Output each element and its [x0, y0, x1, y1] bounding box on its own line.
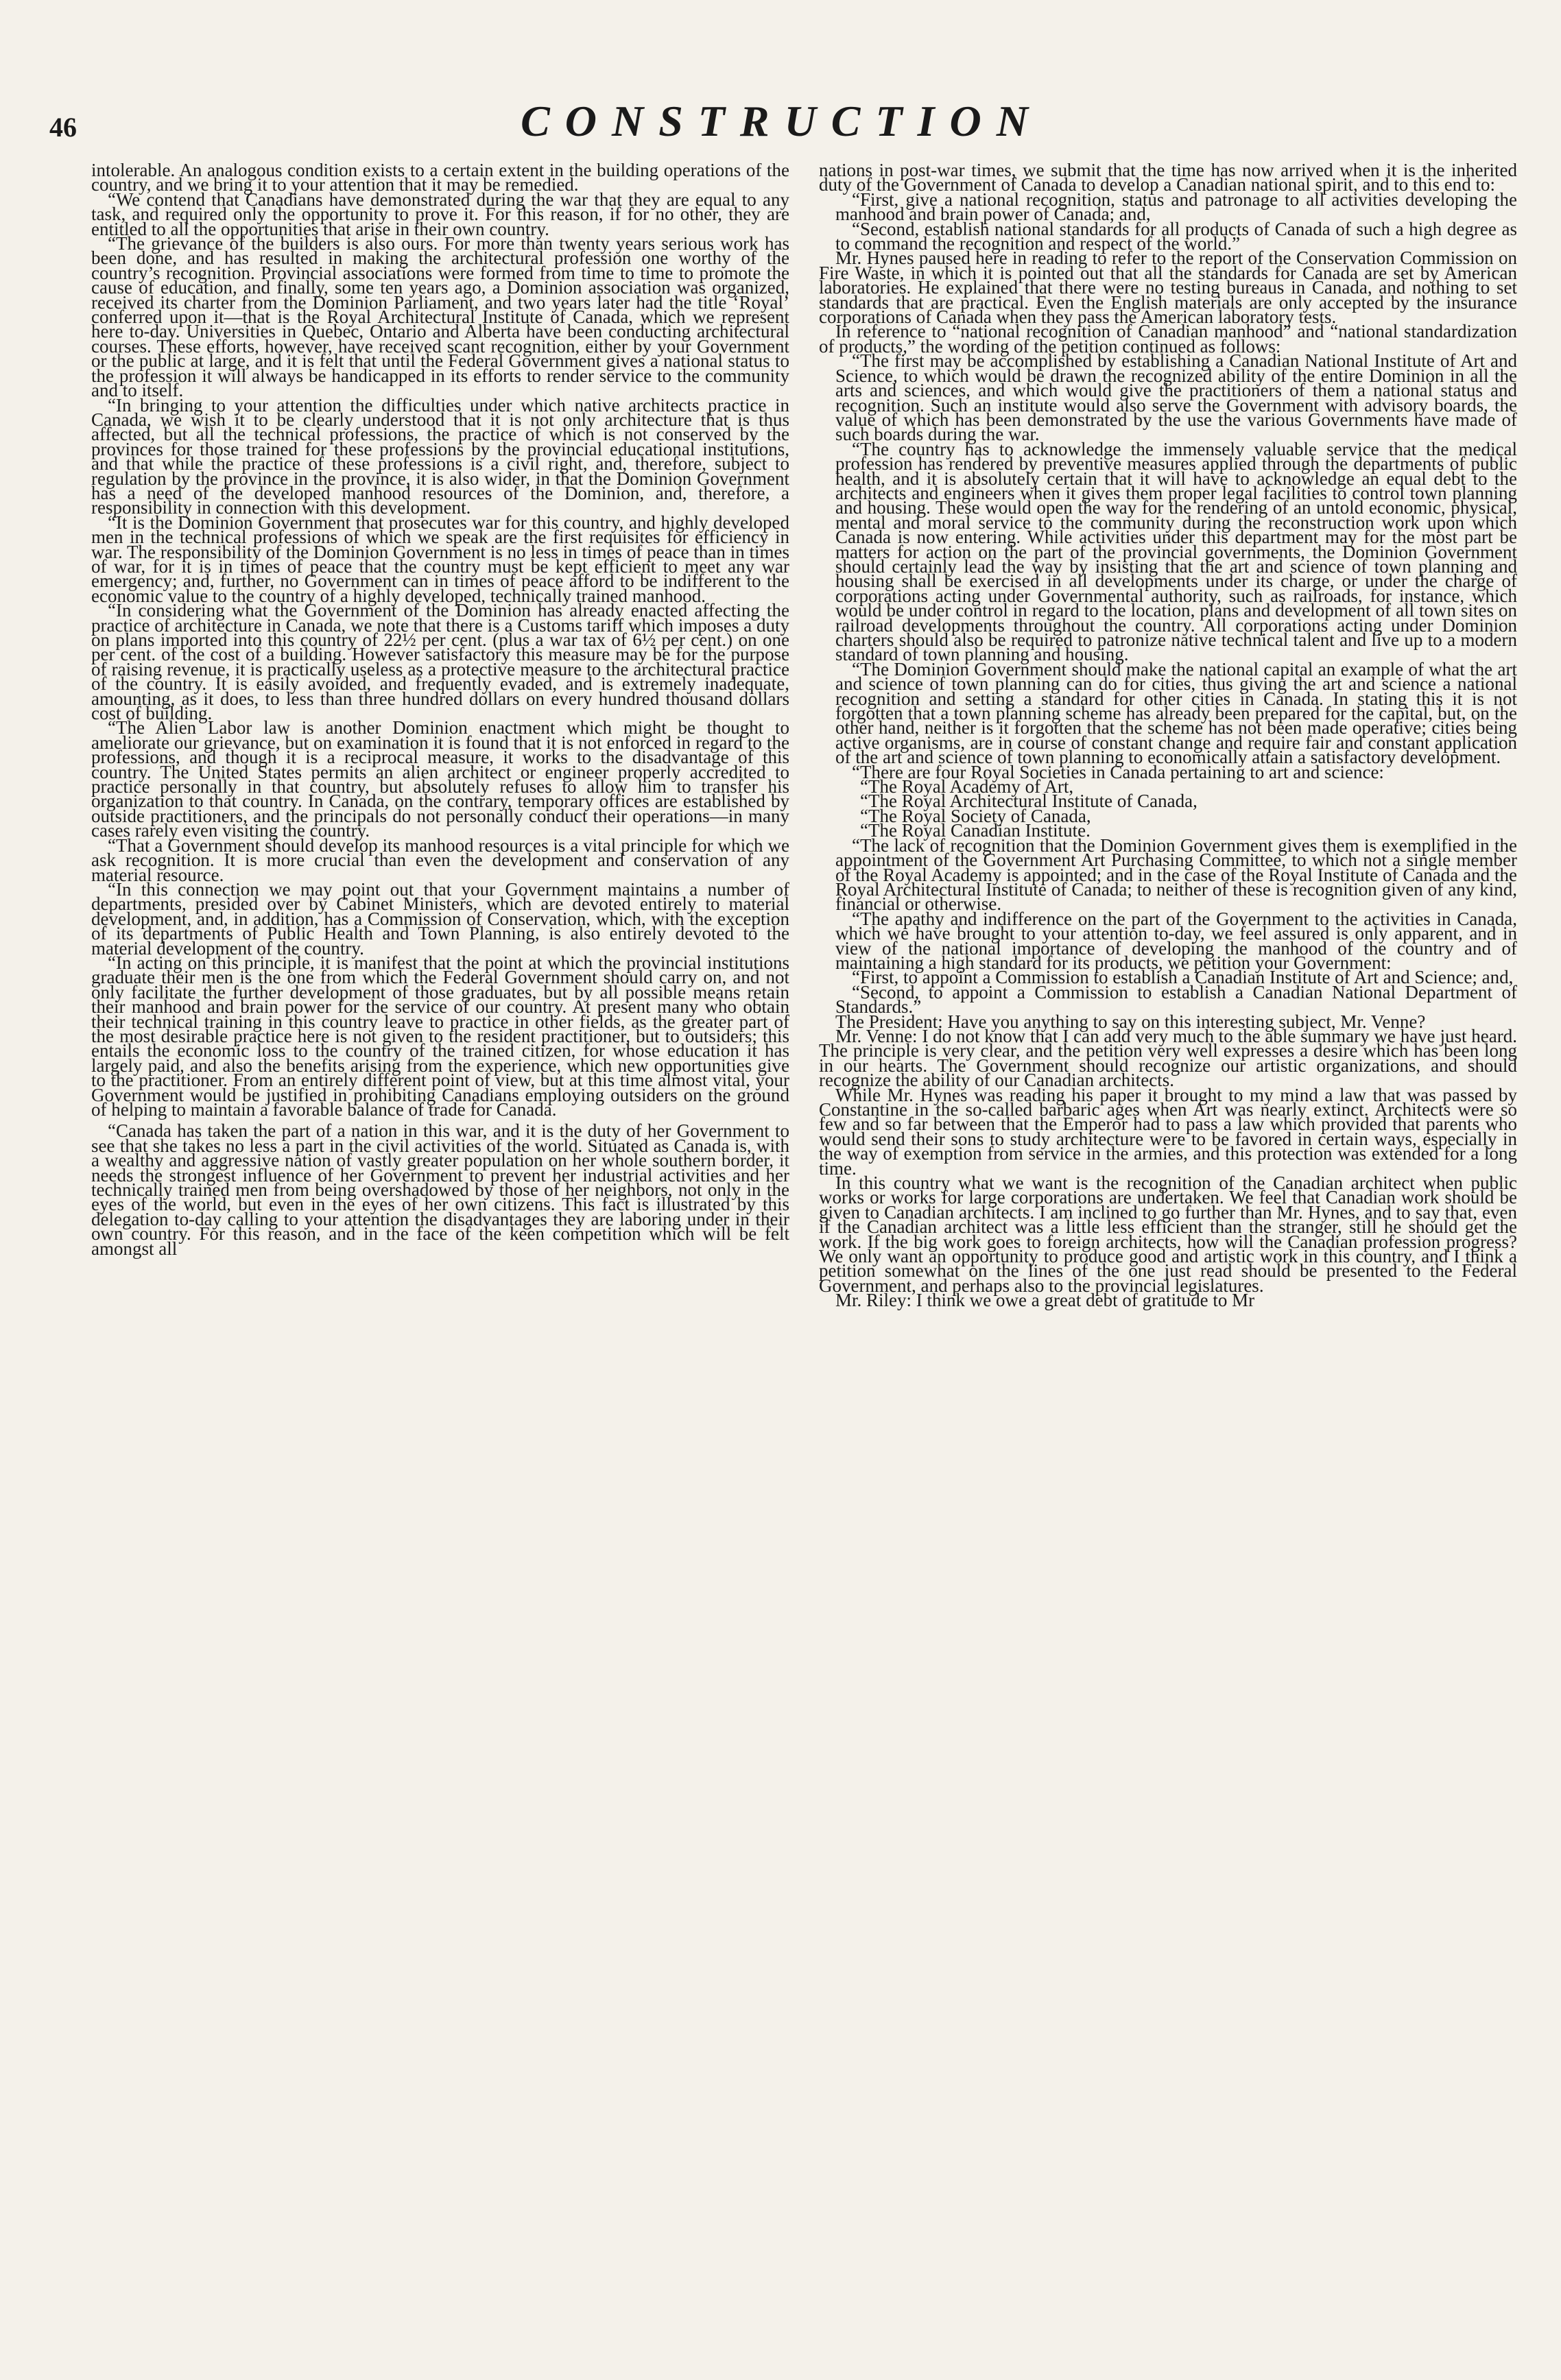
petition-paragraph: “The apathy and indifference on the part of the Government to the activities in Canada, which we have brought to your attention to-day, we feel assured is only apparent, and in view of the national importance of developing the manhood of the country and of maintaining a high standard for its products, we petition your Government:	[835, 908, 1517, 973]
petition-point: “First, to appoint a Commission to establish a Canadian Institute of Art and Science; and,	[852, 967, 1514, 988]
society-item: “The Royal Society of Canada,	[860, 805, 1091, 826]
paragraph: “We contend that Canadians have demonstrated during the war that they are equal to any task, and required only the opportunity to prove it. For this reason, if for no other, they are entitled to all the opportunities that arise in their own country.	[91, 189, 789, 239]
society-item: “The Royal Canadian Institute.	[860, 820, 1091, 841]
paragraph: While Mr. Hynes was reading his paper it brought to my mind a law that was passed by Constantine in the so-called barbaric ages when Art was nearly extinct. Architects were so few and so far between that the Emperor had to pass a law which provided that parents who would send their sons to study architecture were to be favored in certain ways, especially in the way of exemption from service in the armies, and this protection was extended for a long time.	[819, 1084, 1517, 1179]
petition-paragraph: “The first may be accomplished by establishing a Canadian National Institute of Art and Science, to which would be drawn the recognized ability of the entire Dominion in all the arts and sciences, and which would give the practitioners of them a national status and recognition. Such an institute would also serve the Government with advisory boards, the value of which has been demonstrated by the use the various Governments have made of such boards during the war.	[835, 350, 1517, 445]
paragraph: “The grievance of the builders is also ours. For more than twenty years serious work has been done, and has resulted in making the architectural profession one worthy of the country’s recognition. Provincial associations were formed from time to time to promote the cause of education, and finally, some ten years ago, a Dominion association was organized, received its charter from the Dominion Parliament, and two years later had the title ‘Royal’ conferred upon it—that is the Royal Architectural Institute of Canada, which we represent here to-day. Universities in Quebec, Ontario and Alberta have been conducting architectural courses. These efforts, however, have received scant recognition, either by your Government or the public at large, and it is felt that until the Federal Government gives a national status to the profession it will always be handicapped in its efforts to render service to the community and to itself.	[91, 233, 789, 401]
running-title: CONSTRUCTION	[521, 97, 1043, 145]
paragraph: “That a Government should develop its manhood resources is a vital principle for which we ask recognition. It is more crucial than even the development and conservation of any material resource.	[91, 834, 789, 885]
petition-point: “Second, to appoint a Commission to establish a Canadian National Department of Standards.”	[835, 981, 1517, 1018]
paragraph: “In bringing to your attention the difficulties under which native architects practice in Canada, we wish it to be clearly understood that it is not only architecture that is thus affected, but all the technical professions, the practice of which is not conserved by the provinces for those trained for these professions by the provincial educational institutions, and that while the practice of these professions is a civil right, and, therefore, subject to regulation by the province in the province, it is also wider, in that the Dominion Government has a need of the developed manhood resources of the Dominion, and, therefore, a responsibility in connection with this development.	[91, 394, 789, 518]
society-item: “The Royal Architectural Institute of Canada,	[860, 791, 1197, 812]
society-item: “The Royal Academy of Art,	[860, 776, 1074, 797]
right-column	[819, 163, 1517, 2364]
paragraph: nations in post-war times, we submit that the time has now arrived when it is the inherited duty of the Government of Canada to develop a Canadian national spirit, and to this end to:	[819, 163, 1517, 195]
petition-paragraph: “The country has to acknowledge the immensely valuable service that the medical profession has rendered by preventive measures applied through the departments of public health, and it is absolutely certain that it will have to acknowledge an equal debt to the architects and engineers when it gives them proper legal facilities to control town planning and housing. These would open the way for the rendering of an untold economic, physical, mental and moral service to the community during the reconstruction work upon which Canada is now entering. While activities under this department may for the most part be matters for action on the part of the provincial governments, the Dominion Government should certainly lead the way by insisting that the art and science of town planning and housing shall be exercised in all developments under its charge, or under the charge of corporations acting under Governmental authority, such as railroads, for instance, which would be under control in regard to the location, plans and development of all town sites on railroad developments throughout the country. All corporations acting under Dominion charters should also be required to patronize native technical talent and live up to a modern standard of town planning and housing.	[835, 438, 1517, 665]
petition-point: “First, give a national recognition, status and patronage to all activities developing the manhood and brain power of Canada; and,	[835, 189, 1517, 225]
paragraph: Mr. Venne: I do not know that I can add very much to the able summary we have just heard. The principle is very clear, and the petition very well expresses a desire which has been long in our hearts. The Government should recognize our artistic organizations, and should recognize the ability of our Canadian architects.	[819, 1025, 1517, 1091]
paragraph: Mr. Hynes paused here in reading to refer to the report of the Conservation Commission on Fire Waste, in which it is pointed out that all the standards for Canada are set by American laboratories. He explained that there were no testing bureaus in Canada, and nothing to set standards that are practical. Even the English materials are only accepted by the insurance corporations of Canada when they pass the American laboratory tests.	[819, 248, 1517, 328]
petition-paragraph: “The lack of recognition that the Dominion Government gives them is exemplified in the appointment of the Government Art Purchasing Committee, to which not a single member of the Royal Academy is appointed; and in the case of the Royal Institute of Canada and the Royal Architectural Institute of Canada; to neither of these is recognition given of any kind, financial or otherwise.	[835, 834, 1517, 915]
left-column	[91, 163, 789, 2364]
paragraph: “In acting on this principle, it is manifest that the point at which the provincial institutions graduate their men is the one from which the Federal Government should carry on, and not only facilitate the further development of those graduates, but by all possible means retain their manhood and brain power for the service of our country. At present many who obtain their technical training in this country leave to practice in other fields, as the greater part of the most desirable practice here is not given to the resident practitioner, but to outsiders; this entails the economic loss to the country of the trained citizen, for whose education it has largely paid, and also the benefits arising from the experience, which new opportunities give to the practitioner. From an entirely different point of view, but at this time almost vital, your Government would be justified in prohibiting Canadians employing outsiders on the ground of helping to maintain a favorable balance of trade for Canada.	[91, 952, 789, 1120]
paragraph: intolerable. An analogous condition exists to a certain extent in the building operations of the country, and we bring it to your attention that it may be remedied.	[91, 163, 789, 195]
page-header	[41, 96, 1523, 151]
paragraph: “It is the Dominion Government that prosecutes war for this country, and highly developed men in the technical professions of which we speak are the first requisites for efficiency in war. The responsibility of the Dominion Government is no less in times of peace than in times of war, for it is in times of peace that the country must be kept efficient to meet any war emergency; and, further, no Government can in times of peace afford to be indifferent to the economic value to the country of a highly developed, technically trained manhood.	[91, 512, 789, 606]
petition-point: “Second, establish national standards for all products of Canada of such a high degree as to command the recognition and respect of the world.”	[835, 218, 1517, 254]
petition-paragraph: “There are four Royal Societies in Canada pertaining to art and science:	[852, 761, 1384, 782]
paragraph: “In considering what the Government of the Dominion has already enacted affecting the practice of architecture in Canada, we note that there is a Customs tariff which imposes a duty on plans imported into this country of 22½ per cent. (plus a war tax of 6½ per cent.) on one per cent. of the cost of a building. However satisfactory this measure may be for the purpose of raising revenue, it is practically useless as a protective measure to the architectural practice of the country. It is easily avoided, and frequently evaded, and is extremely inadequate, amounting, as it does, to less than three hundred dollars on every hundred thousand dollars cost of building.	[91, 600, 789, 724]
paragraph: In this country what we want is the recognition of the Canadian architect when public works or works for large corporations are undertaken. We feel that Canadian work should be given to Canadian architects. I am inclined to go further than Mr. Hynes, and to say that, even if the Canadian architect was a little less efficient than the stranger, still he should get the work. If the big work goes to foreign architects, how will the Canadian profession progress? We only want an opportunity to produce good and artistic work in this country, and I think a petition somewhat on the lines of the one just read should be presented to the Federal Government, and perhaps also to the provincial legislatures.	[819, 1173, 1517, 1296]
page-number: 46	[49, 112, 77, 143]
paragraph: The President: Have you anything to say on this interesting subject, Mr. Venne?	[835, 1011, 1426, 1032]
paragraph: “In this connection we may point out that your Government maintains a number of departments, presided over by Cabinet Ministers, which are devoted entirely to material development, and, in addition, has a Commission of Conservation, which, with the exception of its departments of Public Health and Town Planning, is also entirely devoted to the material development of the country.	[91, 878, 789, 959]
paragraph: “Canada has taken the part of a nation in this war, and it is the duty of her Government to see that she takes no less a part in the civil activities of the world. Situated as Canada is, with a wealthy and aggressive nation of vastly greater population on her whole southern border, it needs the strongest influence of her Government to prevent her industrial activities and her technically trained men from being overshadowed by those of her neighbors, not only in the eyes of the world, but even in the eyes of her own citizens. This fact is illustrated by this delegation to-day calling to your attention the disadvantages they are laboring under in their own country. For this reason, and in the face of the keen competition which will be felt amongst all	[91, 1120, 789, 1259]
petition-paragraph: “The Dominion Government should make the national capital an example of what the art and science of town planning can do for cities, thus giving the art and science a national recognition and setting a standard for other cities in Canada. In stating this it is not forgotten that a town planning scheme has already been prepared for the capital, but, on the other hand, neither is it forgotten that the scheme has not been made operative; cities being active organisms, are in course of constant change and require fair and constant application of the art and science of town planning to economically attain a satisfactory development.	[835, 658, 1517, 768]
paragraph: Mr. Riley: I think we owe a great debt of gratitude to Mr	[835, 1290, 1255, 1311]
paragraph: In reference to “national recognition of Canadian manhood” and “national standardization of products,” the wording of the petition continued as follows:	[819, 321, 1517, 357]
paragraph: “The Alien Labor law is another Dominion enactment which might be thought to ameliorate our grievance, but on examination it is found that it is not enforced in regard to the professions, and though it is a reciprocal measure, it works to the disadvantage of this country. The United States permits an alien architect or engineer properly accredited to practice personally in that country, but absolutely refuses to allow him to transfer his organization to that country. In Canada, on the contrary, temporary offices are established by outside practitioners, and the principals do not personally conduct their operations—in many cases rarely even visiting the country.	[91, 717, 789, 841]
